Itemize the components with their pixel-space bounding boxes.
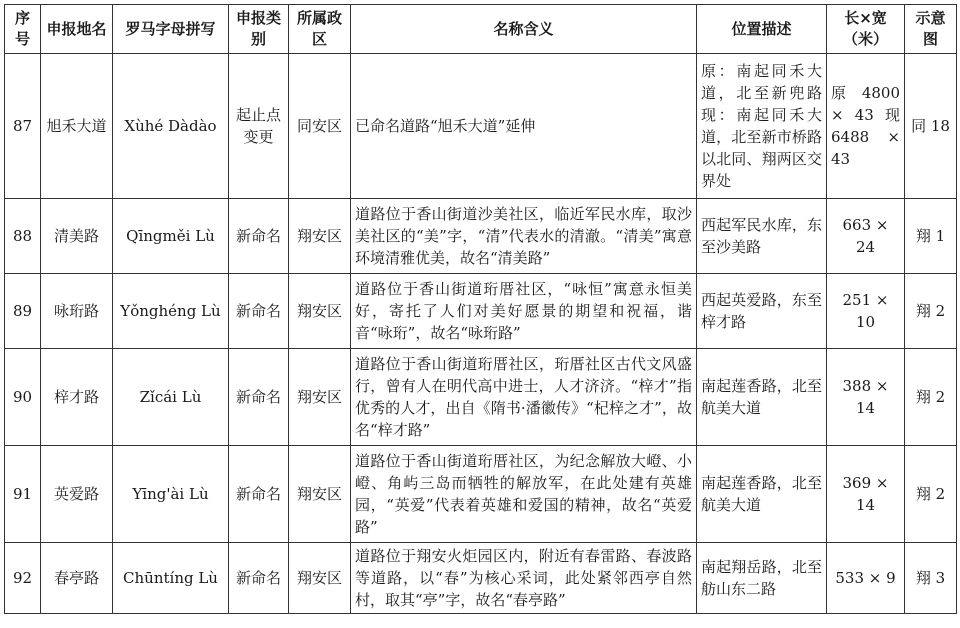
cell-map: 翔 2 — [905, 349, 957, 446]
cell-map: 翔 2 — [905, 446, 957, 543]
cell-location: 南起翔岳路，北至舫山东二路 — [697, 543, 827, 614]
cell-meaning: 道路位于香山街道珩厝社区，“咏恒”寓意永恒美好，寄托了人们对美好愿景的期望和祝福，谐音“咏珩”，故名“咏珩路” — [351, 274, 697, 349]
cell-meaning: 道路位于香山街道珩厝社区，为纪念解放大嶝、小嶝、角屿三岛而牺牲的解放军，在此处建有英雄园，“英爱”代表着英雄和爱国的精神，故名“英爱路” — [351, 446, 697, 543]
cell-roman: Xùhé Dàdào — [113, 54, 229, 199]
cell-map: 翔 1 — [905, 199, 957, 274]
cell-roman: Yīng'ài Lù — [113, 446, 229, 543]
cell-district: 翔安区 — [289, 349, 351, 446]
cell-district: 翔安区 — [289, 543, 351, 614]
cell-seq: 91 — [5, 446, 41, 543]
cell-name: 旭禾大道 — [41, 54, 113, 199]
cell-size: 369 × 14 — [827, 446, 905, 543]
cell-size: 251 × 10 — [827, 274, 905, 349]
cell-meaning: 道路位于翔安火炬园区内，附近有春雷路、春波路等道路，以“春”为核心采词，此处紧邻西亭自然村，取其“亭”字，故名“春亭路” — [351, 543, 697, 614]
table-row — [5, 274, 957, 349]
cell-district: 翔安区 — [289, 199, 351, 274]
cell-name: 英爱路 — [41, 446, 113, 543]
table-row — [5, 199, 957, 274]
cell-roman: Qīngměi Lù — [113, 199, 229, 274]
header-type: 申报类别 — [229, 5, 289, 54]
header-name: 申报地名 — [41, 5, 113, 54]
cell-type: 新命名 — [229, 446, 289, 543]
cell-meaning: 道路位于香山街道沙美社区，临近军民水库，取沙美社区的“美”字，“清”代表水的清澈。“清美”寓意环境清雅优美，故名“清美路” — [351, 199, 697, 274]
cell-type: 新命名 — [229, 349, 289, 446]
cell-map: 翔 2 — [905, 274, 957, 349]
cell-size: 663 × 24 — [827, 199, 905, 274]
header-meaning: 名称含义 — [351, 5, 697, 54]
header-district: 所属政区 — [289, 5, 351, 54]
cell-name: 春亭路 — [41, 543, 113, 614]
cell-location: 原：南起同禾大道，北至新兜路 现：南起同禾大道，北至新市桥路以北同、翔两区交界处 — [697, 54, 827, 199]
cell-location: 西起军民水库，东至沙美路 — [697, 199, 827, 274]
cell-size: 388 × 14 — [827, 349, 905, 446]
table-row — [5, 543, 957, 614]
table-row — [5, 446, 957, 543]
table-row — [5, 54, 957, 199]
header-seq: 序号 — [5, 5, 41, 54]
cell-location: 西起英爱路，东至梓才路 — [697, 274, 827, 349]
cell-location: 南起莲香路，北至航美大道 — [697, 446, 827, 543]
cell-meaning: 已命名道路“旭禾大道”延伸 — [351, 54, 697, 199]
cell-seq: 87 — [5, 54, 41, 199]
cell-roman: Chūntíng Lù — [113, 543, 229, 614]
cell-size: 原 4800 × 43 现 6488 × 43 — [827, 54, 905, 199]
cell-type: 新命名 — [229, 543, 289, 614]
cell-meaning: 道路位于香山街道珩厝社区，珩厝社区古代文风盛行，曾有人在明代高中进士，人才济济。“梓才”指优秀的人才，出自《隋书·潘徽传》“杞梓之才”，故名“梓才路” — [351, 349, 697, 446]
cell-seq: 89 — [5, 274, 41, 349]
cell-roman: Yǒnghéng Lù — [113, 274, 229, 349]
cell-map: 同 18 — [905, 54, 957, 199]
cell-district: 翔安区 — [289, 274, 351, 349]
cell-type: 新命名 — [229, 199, 289, 274]
cell-type: 新命名 — [229, 274, 289, 349]
road-naming-table — [4, 4, 957, 614]
cell-name: 咏珩路 — [41, 274, 113, 349]
header-location: 位置描述 — [697, 5, 827, 54]
cell-size: 533 × 9 — [827, 543, 905, 614]
cell-type: 起止点变更 — [229, 54, 289, 199]
cell-seq: 88 — [5, 199, 41, 274]
cell-seq: 92 — [5, 543, 41, 614]
table-row — [5, 349, 957, 446]
header-roman: 罗马字母拼写 — [113, 5, 229, 54]
header-row — [5, 5, 957, 54]
header-size: 长×宽（米） — [827, 5, 905, 54]
cell-district: 翔安区 — [289, 446, 351, 543]
cell-roman: Zǐcái Lù — [113, 349, 229, 446]
cell-name: 梓才路 — [41, 349, 113, 446]
cell-seq: 90 — [5, 349, 41, 446]
cell-location: 南起莲香路，北至航美大道 — [697, 349, 827, 446]
cell-name: 清美路 — [41, 199, 113, 274]
cell-map: 翔 3 — [905, 543, 957, 614]
header-map: 示意图 — [905, 5, 957, 54]
cell-district: 同安区 — [289, 54, 351, 199]
